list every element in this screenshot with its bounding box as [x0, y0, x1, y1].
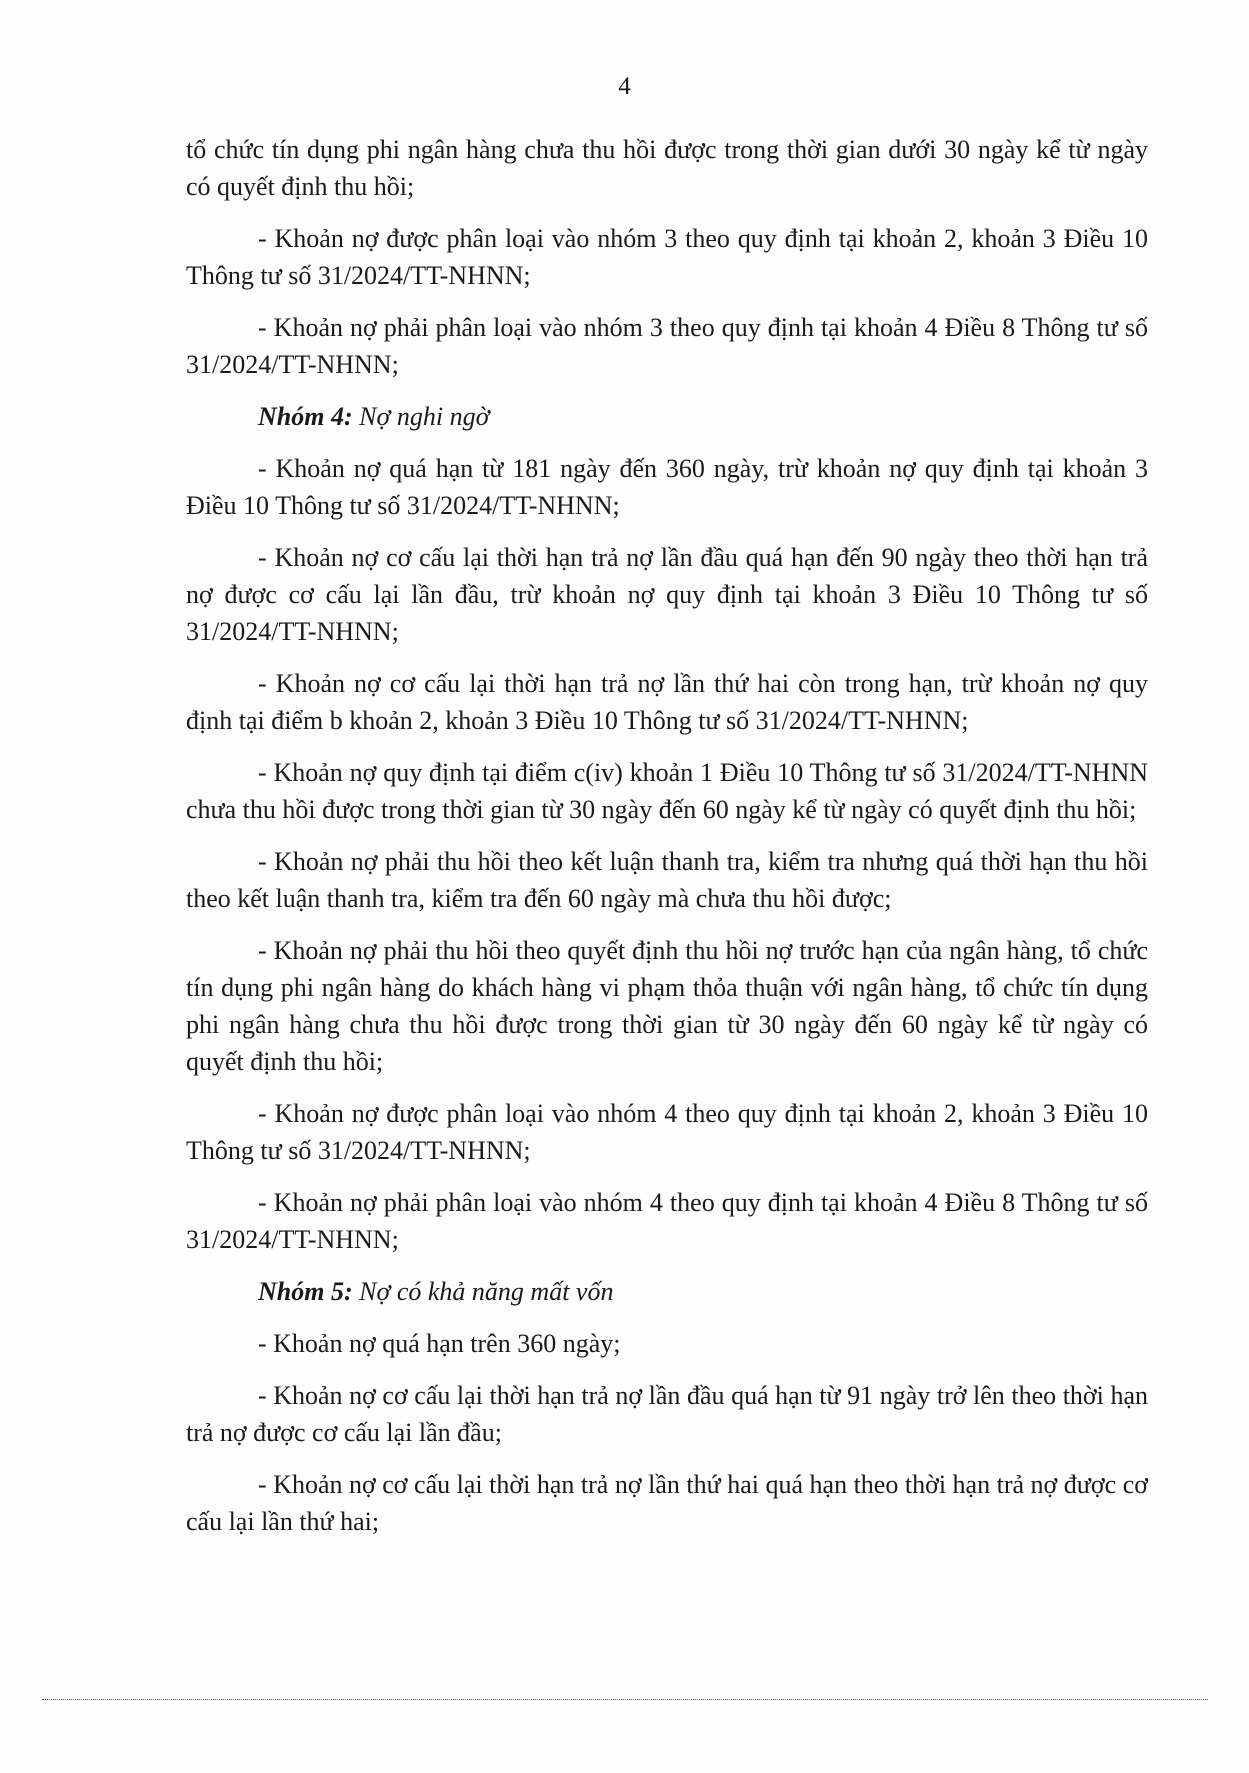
group-4-item: - Khoản nợ cơ cấu lại thời hạn trả nợ lần thứ hai còn trong hạn, trừ khoản nợ quy định tại điểm b khoản 2, khoản 3 Điều 10 Thông tư số 31/2024/TT-NHNN;	[186, 669, 1148, 735]
page-number: 4	[618, 73, 631, 100]
group-4-heading	[186, 398, 1148, 435]
group-4-title: Nợ nghi ngờ	[359, 402, 490, 431]
paragraph: - Khoản nợ phải phân loại vào nhóm 3 theo quy định tại khoản 4 Điều 8 Thông tư số 31/2024/TT-NHNN;	[186, 313, 1148, 379]
paragraph-continuation: tổ chức tín dụng phi ngân hàng chưa thu hồi được trong thời gian dưới 30 ngày kể từ ngày có quyết định thu hồi;	[186, 135, 1148, 201]
group-4-item: - Khoản nợ quy định tại điểm c(iv) khoản 1 Điều 10 Thông tư số 31/2024/TT-NHNN chưa thu hồi được trong thời gian từ 30 ngày đến 60 ngày kể từ ngày có quyết định thu hồi;	[186, 758, 1148, 824]
group-4-label: Nhóm 4:	[258, 402, 353, 431]
group-4-item: - Khoản nợ được phân loại vào nhóm 4 theo quy định tại khoản 2, khoản 3 Điều 10 Thông tư số 31/2024/TT-NHNN;	[186, 1099, 1148, 1165]
group-5-item: - Khoản nợ cơ cấu lại thời hạn trả nợ lần đầu quá hạn từ 91 ngày trở lên theo thời hạn trả nợ được cơ cấu lại lần đầu;	[186, 1381, 1148, 1447]
group-5-heading	[186, 1273, 1148, 1310]
footer-divider	[42, 1699, 1208, 1700]
group-5-label: Nhóm 5:	[258, 1277, 353, 1306]
document-body	[186, 131, 1148, 1555]
group-4-item: - Khoản nợ cơ cấu lại thời hạn trả nợ lần đầu quá hạn đến 90 ngày theo thời hạn trả nợ được cơ cấu lại lần đầu, trừ khoản nợ quy định tại khoản 3 Điều 10 Thông tư số 31/2024/TT-NHNN;	[186, 543, 1148, 646]
group-4-item: - Khoản nợ phải thu hồi theo kết luận thanh tra, kiểm tra nhưng quá thời hạn thu hồi theo kết luận thanh tra, kiểm tra đến 60 ngày mà chưa thu hồi được;	[186, 847, 1148, 913]
group-4-item: - Khoản nợ quá hạn từ 181 ngày đến 360 ngày, trừ khoản nợ quy định tại khoản 3 Điều 10 Thông tư số 31/2024/TT-NHNN;	[186, 454, 1148, 520]
group-4-item: - Khoản nợ phải thu hồi theo quyết định thu hồi nợ trước hạn của ngân hàng, tổ chức tín dụng phi ngân hàng do khách hàng vi phạm thỏa thuận với ngân hàng, tổ chức tín dụng phi ngân hàng chưa thu hồi được trong thời gian từ 30 ngày đến 60 ngày kể từ ngày có quyết định thu hồi;	[186, 936, 1148, 1076]
group-5-item: - Khoản nợ quá hạn trên 360 ngày;	[258, 1329, 621, 1358]
group-4-item: - Khoản nợ phải phân loại vào nhóm 4 theo quy định tại khoản 4 Điều 8 Thông tư số 31/2024/TT-NHNN;	[186, 1188, 1148, 1254]
group-5-item: - Khoản nợ cơ cấu lại thời hạn trả nợ lần thứ hai quá hạn theo thời hạn trả nợ được cơ cấu lại lần thứ hai;	[186, 1470, 1148, 1536]
group-5-title: Nợ có khả năng mất vốn	[359, 1277, 614, 1306]
paragraph: - Khoản nợ được phân loại vào nhóm 3 theo quy định tại khoản 2, khoản 3 Điều 10 Thông tư số 31/2024/TT-NHNN;	[186, 224, 1148, 290]
